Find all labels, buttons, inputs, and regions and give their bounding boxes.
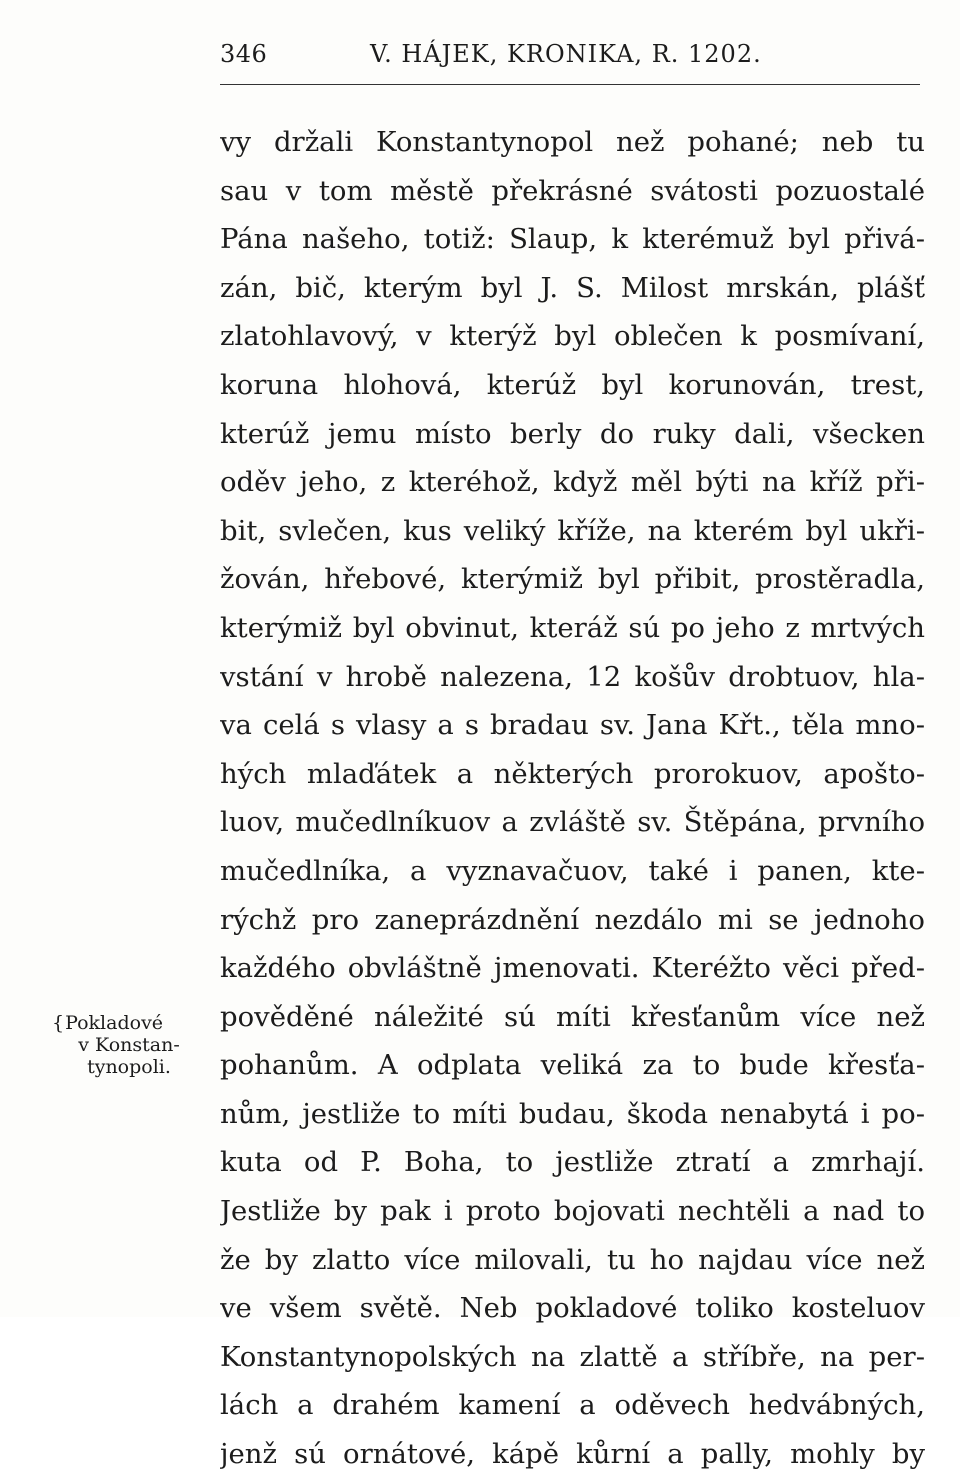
text-line: kterýmiž byl obvinut, kteráž sú po jeho z mrtvých <box>220 611 925 644</box>
marginal-note-line-2: v Konstan- <box>78 1034 180 1056</box>
text-line: bit, svlečen, kus veliký kříže, na kterém byl ukři- <box>220 514 925 547</box>
text-line: Jestliže by pak i proto bojovati nechtěli a nad to <box>220 1195 925 1228</box>
marginal-note <box>48 1012 210 1078</box>
marginal-note-line-3: tynopoli. <box>87 1056 171 1078</box>
text-line: pověděné náležité sú míti křesťanům více než <box>220 1000 925 1033</box>
marginal-note-line-1 <box>52 1012 210 1034</box>
body-text <box>220 118 925 1479</box>
text-line: pohanům. A odplata veliká za to bude křesťa- <box>220 1049 925 1082</box>
text-line: každého obvláštně jmenovati. Kteréžto věci před- <box>220 952 925 985</box>
text-line: mučedlníka, a vyznavačuov, také i panen, kte- <box>220 854 925 887</box>
text-line: kterúž jemu místo berly do ruky dali, všecken <box>220 417 925 450</box>
text-line: vstání v hrobě nalezena, 12 košův drobtuov, hla- <box>220 660 925 693</box>
text-line: jenž sú ornátové, kápě kůrní a pally, mohly by <box>220 1438 925 1471</box>
text-line: hých mlaďátek a některých prorokuov, apošto- <box>220 757 925 790</box>
marginal-note-bracket: { <box>52 1012 65 1034</box>
text-line: žován, hřebové, kterýmiž byl přibit, prostěradla, <box>220 563 925 596</box>
text-line: ve všem světě. Neb pokladové toliko kosteluov <box>220 1292 925 1325</box>
text-line: Konstantynopolských na zlattě a stříbře, na per- <box>220 1340 925 1373</box>
marginal-note-text-1: Pokladové <box>65 1012 164 1034</box>
text-line: Pána našeho, totiž: Slaup, k kterémuž byl přivá- <box>220 223 925 256</box>
header-rule <box>220 84 920 85</box>
text-line: zán, bič, kterým byl J. S. Milost mrskán, plášť <box>220 271 925 304</box>
text-line: oděv jeho, z kteréhož, když měl býti na kříž při- <box>220 466 925 499</box>
text-line: zlatohlavový, v kterýž byl oblečen k posmívaní, <box>220 320 925 353</box>
text-line: vy držali Konstantynopol než pohané; neb tu <box>220 126 925 158</box>
text-line: lách a drahém kamení a oděvech hedvábných, <box>220 1389 925 1422</box>
text-line: koruna hlohová, kterúž byl korunován, trest, <box>220 368 925 401</box>
page-number: 346 <box>220 40 268 68</box>
text-line: rýchž pro zaneprázdnění nezdálo mi se jednoho <box>220 903 925 936</box>
text-line: kuta od P. Boha, to jestliže ztratí a zmrhají. <box>220 1146 925 1179</box>
page-header <box>220 40 920 90</box>
text-line: nům, jestliže to míti budau, škoda nenabytá i po- <box>220 1097 925 1130</box>
text-line: že by zlatto více milovali, tu ho najdau více než <box>220 1243 925 1276</box>
text-line: sau v tom městě překrásné svátosti pozuostalé <box>220 174 925 207</box>
running-head: V. HÁJEK, KRONIKA, R. 1202. <box>370 40 762 68</box>
text-line: va celá s vlasy a s bradau sv. Jana Křt., těla mno- <box>220 709 925 742</box>
text-line: luov, mučedlníkuov a zvláště sv. Štěpána, prvního <box>220 806 925 839</box>
